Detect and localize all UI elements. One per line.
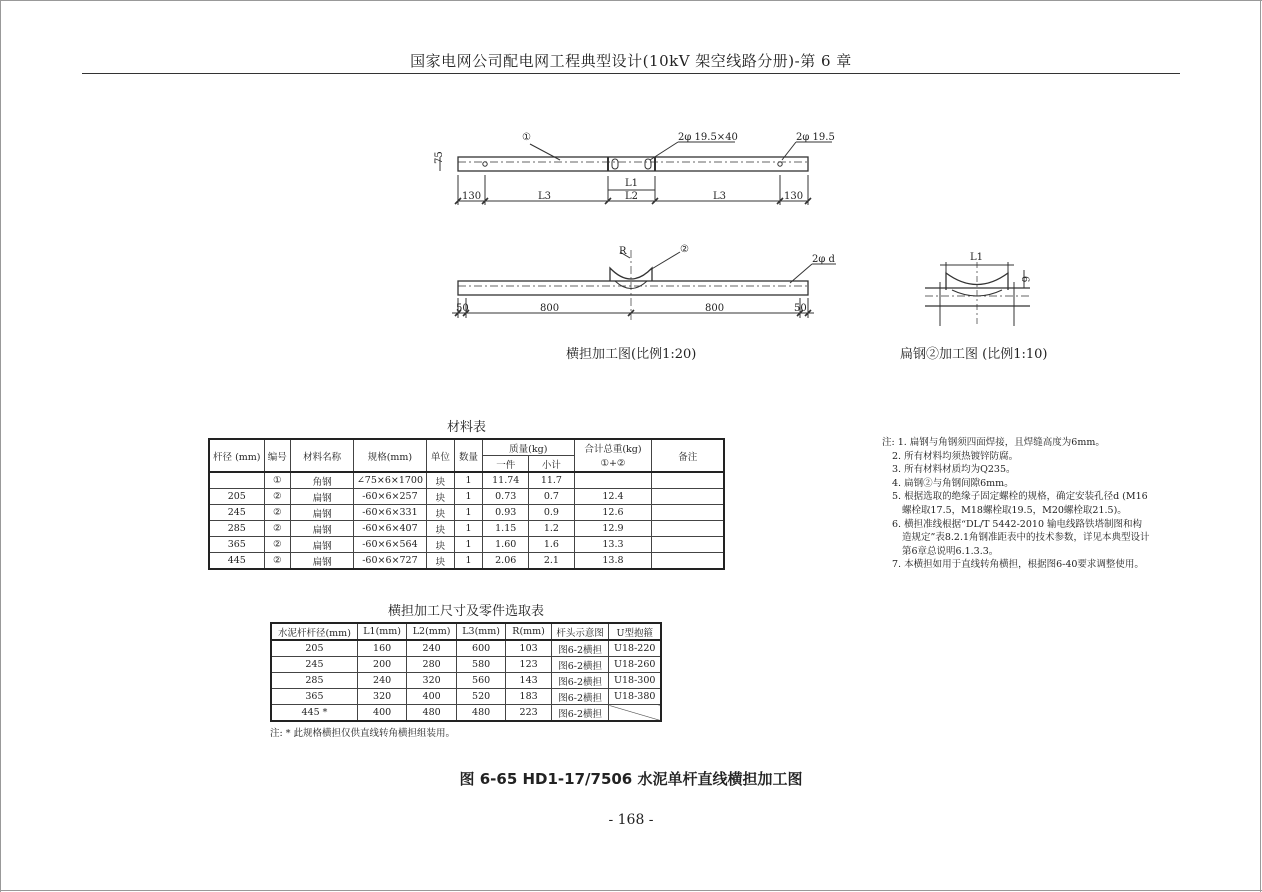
mat-cell: 1 <box>454 537 482 553</box>
dim-cell: 285 <box>271 673 357 689</box>
dim-cell: 580 <box>456 657 506 673</box>
mat-cell <box>652 553 724 570</box>
mat-cell: 365 <box>209 537 264 553</box>
mat-cell: 角钢 <box>291 472 354 489</box>
mat-head-mass: 质量(kg) <box>483 439 574 456</box>
note-3: 3. 所有材料材质均为Q235。 <box>892 464 1016 476</box>
mat-cell: 块 <box>426 472 454 489</box>
mat-cell: 1 <box>454 489 482 505</box>
dim-cell: 143 <box>506 673 551 689</box>
dim-cell: 图6-2横担 <box>551 689 609 705</box>
mat-cell: 12.4 <box>574 489 652 505</box>
mat-head-qty: 数量 <box>454 439 482 472</box>
mat-cell: 扁钢 <box>291 553 354 570</box>
label-part1: ① <box>522 132 531 143</box>
mat-head-total: 合计总重(kg) <box>574 439 652 456</box>
mat-cell: -60×6×564 <box>354 537 427 553</box>
mat-cell: 205 <box>209 489 264 505</box>
label-hole3: 2φ d <box>812 254 835 265</box>
note-5: 5. 根据选取的绝缘子固定螺栓的规格，确定安装孔径d (M16螺栓取17.5，M18螺栓取19.5，M20螺栓取21.5)。 <box>892 491 1148 516</box>
dim-cell: 365 <box>271 689 357 705</box>
dim-cell: 223 <box>506 705 551 722</box>
dim-cell: 400 <box>407 689 457 705</box>
dimensions-table <box>270 622 662 722</box>
mat-cell: 块 <box>426 553 454 570</box>
dimensions-note: 注: * 此规格横担仅供直线转角横担组装用。 <box>270 728 455 739</box>
mat-cell <box>652 489 724 505</box>
mat-head-remark: 备注 <box>652 439 724 472</box>
label-flat-6: 6 <box>1019 276 1030 283</box>
mat-cell: 1.2 <box>529 521 574 537</box>
mat-cell <box>652 472 724 489</box>
mat-cell: 0.9 <box>529 505 574 521</box>
mat-cell: ② <box>264 505 291 521</box>
mat-cell: 2.1 <box>529 553 574 570</box>
mat-cell: 1 <box>454 521 482 537</box>
dim-cell: 240 <box>407 640 457 657</box>
mat-cell: 285 <box>209 521 264 537</box>
mat-cell <box>652 505 724 521</box>
crossarm-caption: 横担加工图(比例1:20) <box>566 347 697 362</box>
mat-cell: 245 <box>209 505 264 521</box>
mat-head-sub: 小计 <box>529 456 574 473</box>
label-L3b: L3 <box>713 191 727 202</box>
dim-cell: 205 <box>271 640 357 657</box>
dim-cell: U18-220 <box>609 640 661 657</box>
dim-cell: 183 <box>506 689 551 705</box>
dim-cell: 200 <box>357 657 407 673</box>
mat-cell: 1.6 <box>529 537 574 553</box>
dim-head: R(mm) <box>506 623 551 640</box>
label-dim75: 75 <box>434 151 445 164</box>
dim-cell: 240 <box>357 673 407 689</box>
crossarm-drawing <box>0 0 1262 340</box>
mat-cell: 1.15 <box>483 521 529 537</box>
mat-cell: 11.7 <box>529 472 574 489</box>
label-hole2: 2φ 19.5 <box>796 132 835 143</box>
dim-cell: 320 <box>407 673 457 689</box>
mat-cell: ② <box>264 553 291 570</box>
note-7: 7. 本横担如用于直线转角横担，根据图6-40要求调整使用。 <box>892 559 1144 571</box>
dim-cell: U18-260 <box>609 657 661 673</box>
label-800a: 800 <box>540 303 560 314</box>
dim-cell: 图6-2横担 <box>551 673 609 689</box>
label-50a: 50 <box>456 303 469 314</box>
mat-cell: 扁钢 <box>291 521 354 537</box>
mat-cell: 块 <box>426 489 454 505</box>
dim-cell: 320 <box>357 689 407 705</box>
mat-cell: 1.60 <box>483 537 529 553</box>
mat-cell: 11.74 <box>483 472 529 489</box>
mat-cell: -60×6×727 <box>354 553 427 570</box>
dim-cell: 图6-2横担 <box>551 705 609 722</box>
flat-steel-caption: 扁钢②加工图 (比例1:10) <box>900 347 1048 362</box>
page-header: 国家电网公司配电网工程典型设计(10kV 架空线路分册)-第 6 章 <box>410 52 852 70</box>
mat-head-name: 材料名称 <box>291 439 354 472</box>
mat-cell: ② <box>264 489 291 505</box>
dim-cell: 103 <box>506 640 551 657</box>
dim-cell: 245 <box>271 657 357 673</box>
note-6: 6. 横担准线根据“DL/T 5442-2010 输电线路铁塔制图和构造规定”表8.2.1角钢准距表中的技术参数，详见本典型设计第6章总说明6.1.3.3。 <box>892 518 1150 557</box>
figure-title: 图 6-65 HD1-17/7506 水泥单杆直线横担加工图 <box>459 770 803 788</box>
mat-head-diam: 杆径 (mm) <box>209 439 264 472</box>
note-4: 4. 扁钢②与角钢间隙6mm。 <box>892 477 1014 489</box>
notes-block <box>880 436 1150 572</box>
mat-cell: 扁钢 <box>291 489 354 505</box>
mat-cell: 12.9 <box>574 521 652 537</box>
label-R: R <box>619 246 627 257</box>
mat-cell: 445 <box>209 553 264 570</box>
label-800b: 800 <box>705 303 725 314</box>
label-50b: 50 <box>794 303 807 314</box>
mat-cell: ① <box>264 472 291 489</box>
dim-head: L3(mm) <box>456 623 506 640</box>
dim-cell: 520 <box>456 689 506 705</box>
dim-head: 水泥杆杆径(mm) <box>271 623 357 640</box>
mat-cell: -60×6×257 <box>354 489 427 505</box>
mat-cell: 2.06 <box>483 553 529 570</box>
dim-cell: 600 <box>456 640 506 657</box>
dim-cell: 160 <box>357 640 407 657</box>
mat-head-each: 一件 <box>483 456 529 473</box>
mat-cell: -60×6×331 <box>354 505 427 521</box>
dim-cell: 123 <box>506 657 551 673</box>
mat-cell: 13.3 <box>574 537 652 553</box>
label-130b: 130 <box>784 191 804 202</box>
label-130a: 130 <box>462 191 482 202</box>
dim-head: L2(mm) <box>407 623 457 640</box>
dimensions-title: 横担加工尺寸及零件选取表 <box>387 604 544 619</box>
mat-head-unit: 单位 <box>426 439 454 472</box>
dim-cell: 560 <box>456 673 506 689</box>
dim-cell: 280 <box>407 657 457 673</box>
mat-cell: 1 <box>454 553 482 570</box>
mat-head-spec: 规格(mm) <box>354 439 427 472</box>
mat-cell: 13.8 <box>574 553 652 570</box>
dim-cell: 480 <box>456 705 506 722</box>
materials-table <box>208 438 725 570</box>
mat-cell: 块 <box>426 537 454 553</box>
mat-cell <box>209 472 264 489</box>
label-flat-L1: L1 <box>970 252 984 263</box>
mat-cell: 1 <box>454 505 482 521</box>
dim-head: L1(mm) <box>357 623 407 640</box>
mat-cell: 1 <box>454 472 482 489</box>
mat-cell <box>652 521 724 537</box>
mat-cell <box>652 537 724 553</box>
mat-cell: -60×6×407 <box>354 521 427 537</box>
page-border-bottom <box>0 890 1262 891</box>
mat-cell: ② <box>264 537 291 553</box>
note-2: 2. 所有材料均须热镀锌防腐。 <box>892 450 1019 462</box>
mat-cell: 0.73 <box>483 489 529 505</box>
dim-cell: 480 <box>407 705 457 722</box>
mat-cell: 扁钢 <box>291 537 354 553</box>
dim-cell: 图6-2横担 <box>551 640 609 657</box>
label-L1: L1 <box>625 178 639 189</box>
dim-cell-empty <box>609 705 661 722</box>
mat-cell: 块 <box>426 521 454 537</box>
dim-cell: U18-380 <box>609 689 661 705</box>
mat-cell: ② <box>264 521 291 537</box>
materials-title: 材料表 <box>446 420 486 435</box>
label-L2: L2 <box>625 191 639 202</box>
label-L3a: L3 <box>538 191 552 202</box>
dim-head: 杆头示意图 <box>551 623 609 640</box>
dim-head: U型抱箍 <box>609 623 661 640</box>
mat-cell: 0.93 <box>483 505 529 521</box>
mat-head-no: 编号 <box>264 439 291 472</box>
mat-cell: 扁钢 <box>291 505 354 521</box>
mat-head-total-sub: ①+② <box>574 456 652 473</box>
note-1: 注: 1. 扁钢与角钢须四面焊接，且焊缝高度为6mm。 <box>882 437 1105 448</box>
dim-cell: 445 * <box>271 705 357 722</box>
dim-cell: U18-300 <box>609 673 661 689</box>
dim-cell: 400 <box>357 705 407 722</box>
mat-cell: 12.6 <box>574 505 652 521</box>
mat-cell: 0.7 <box>529 489 574 505</box>
label-part2: ② <box>680 244 689 255</box>
dim-cell: 图6-2横担 <box>551 657 609 673</box>
page-number: - 168 - <box>608 812 654 828</box>
mat-cell <box>574 472 652 489</box>
mat-cell: ∠75×6×1700 <box>354 472 427 489</box>
label-hole1: 2φ 19.5×40 <box>678 132 738 143</box>
mat-cell: 块 <box>426 505 454 521</box>
